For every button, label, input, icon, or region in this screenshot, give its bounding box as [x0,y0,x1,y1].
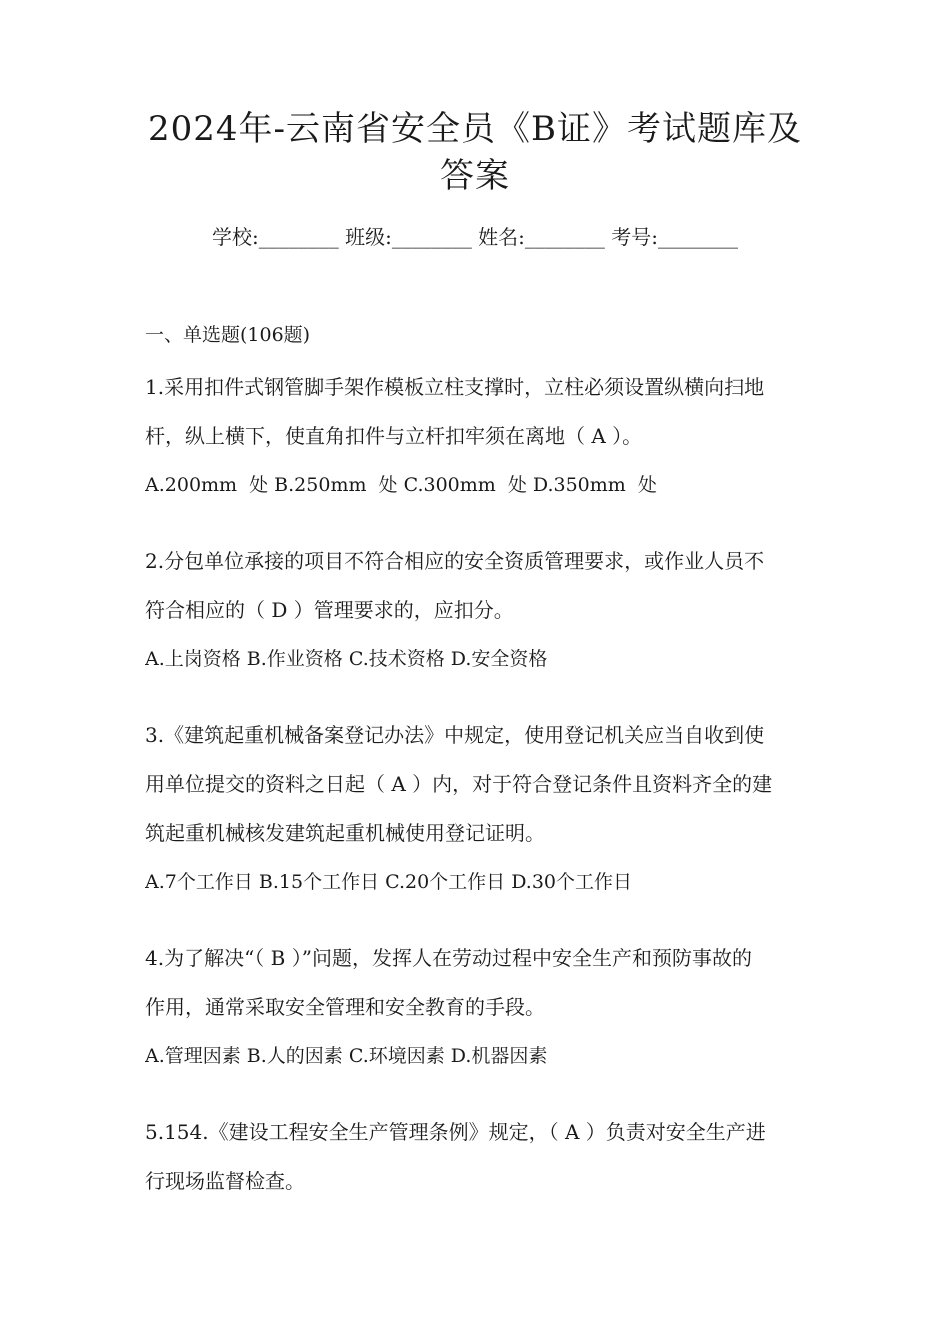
document-title-line-2: 答案 [440,156,510,196]
question-3-line-1: 3.《建筑起重机械备案登记办法》中规定，使用登记机关应当自收到使 [145,723,765,747]
question-5-line-2: 行现场监督检查。 [145,1169,305,1193]
document-title-line-1: 2024年-云南省安全员《B证》考试题库及 [148,109,802,149]
question-3-line-2: 用单位提交的资料之日起（ A ）内，对于符合登记条件且资料齐全的建 [145,772,773,796]
question-4-options: A.管理因素 B.人的因素 C.环境因素 D.机器因素 [145,1045,548,1067]
section-heading: 一、单选题(106题) [145,324,311,346]
question-3-line-3: 筑起重机械核发建筑起重机械使用登记证明。 [145,821,545,845]
question-4-line-2: 作用，通常采取安全管理和安全教育的手段。 [145,995,545,1019]
question-1-line-2: 杆，纵上横下，使直角扣件与立杆扣牢须在离地（ A ）。 [145,424,643,448]
student-info-line: 学校:________ 班级:________ 姓名:________ 考号:________ [211,225,739,249]
question-4-line-1: 4.为了解决“（ B ）”问题，发挥人在劳动过程中安全生产和预防事故的 [145,946,752,970]
question-5-line-1: 5.154.《建设工程安全生产管理条例》规定，（ A ）负责对安全生产进 [145,1120,766,1144]
question-1-line-1: 1.采用扣件式钢管脚手架作模板立柱支撑时，立柱必须设置纵横向扫地 [145,375,765,399]
question-2-options: A.上岗资格 B.作业资格 C.技术资格 D.安全资格 [145,648,548,670]
question-3-options: A.7个工作日 B.15个工作日 C.20个工作日 D.30个工作日 [145,871,632,893]
question-2-line-1: 2.分包单位承接的项目不符合相应的安全资质管理要求，或作业人员不 [145,549,765,573]
question-2-line-2: 符合相应的（ D ）管理要求的，应扣分。 [145,598,514,622]
question-1-options: A.200mm 处 B.250mm 处 C.300mm 处 D.350mm 处 [145,474,657,496]
